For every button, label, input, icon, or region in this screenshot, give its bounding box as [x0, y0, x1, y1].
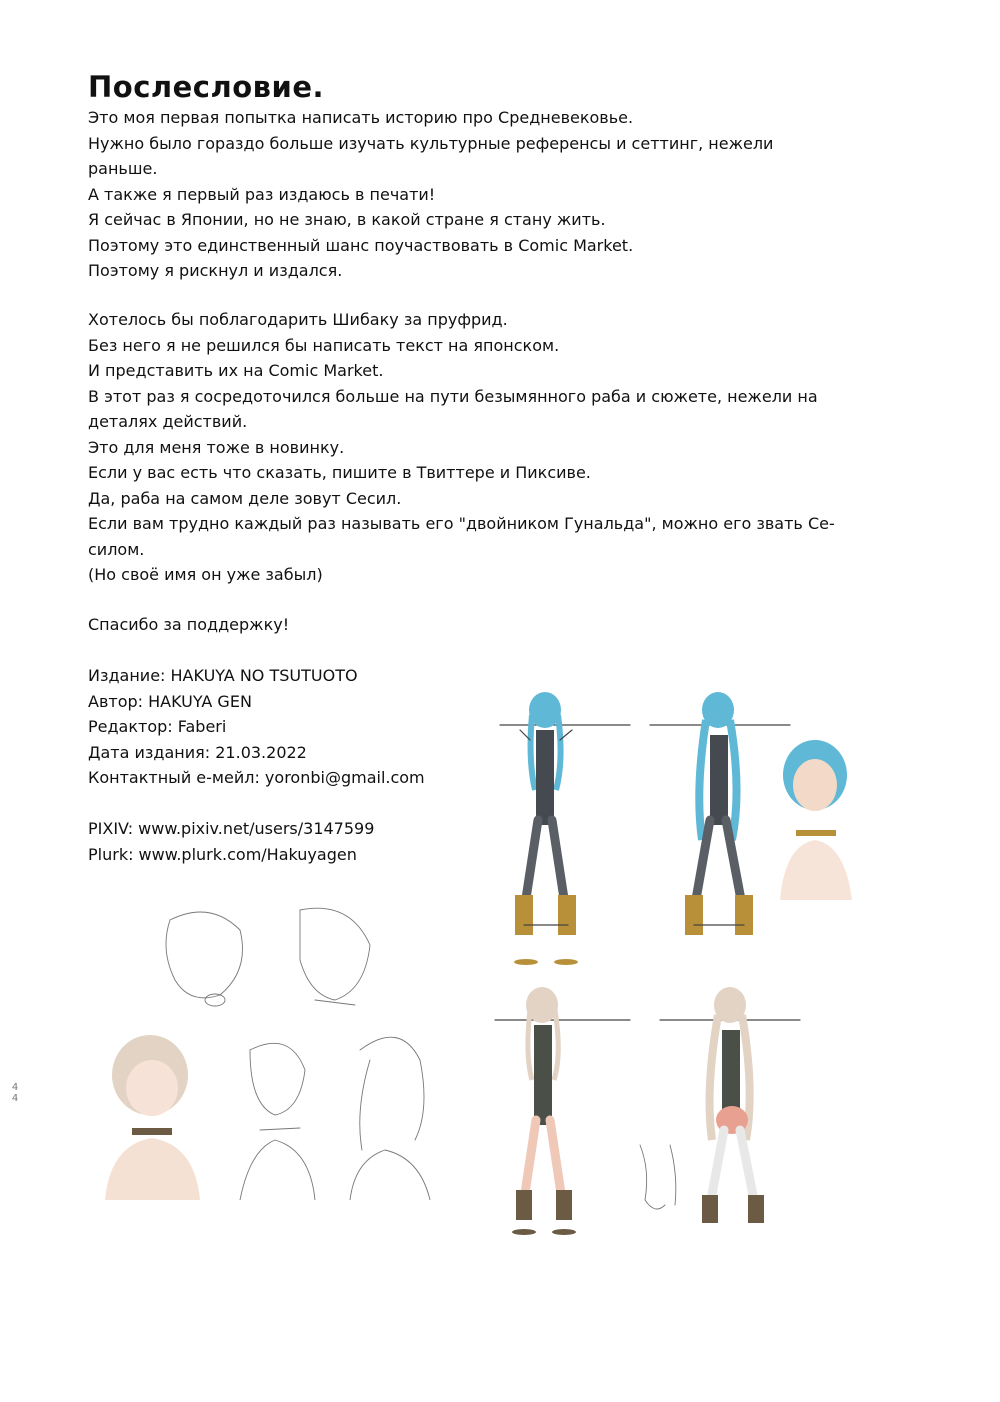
- credit-author: Автор: HAKUYA GEN: [88, 691, 252, 711]
- text-line: деталях действий.: [88, 412, 248, 431]
- credit-editor: Редактор: Faberi: [88, 717, 227, 736]
- credit-email: Контактный е-мейл: yoronbi@gmail.com: [88, 768, 425, 787]
- figure-front-blue: [500, 692, 630, 965]
- text-line: А также я первый раз издаюсь в печати!: [88, 184, 436, 204]
- portrait-blonde: [105, 1035, 200, 1200]
- text-line: (Но своё имя он уже забыл): [88, 565, 323, 584]
- text-line: Нужно было гораздо больше изучать культурные референсы и сеттинг, нежели: [88, 133, 774, 153]
- character-sheet-blonde-illustration: [480, 970, 860, 1240]
- text-line: Спасибо за поддержку!: [88, 615, 290, 634]
- page-title: Послесловие.: [88, 70, 325, 104]
- text-line: Это моя первая попытка написать историю про Средневековье.: [88, 108, 634, 127]
- pixiv-link[interactable]: PIXIV: www.pixiv.net/users/3147599: [88, 819, 375, 838]
- text-line: Если вам трудно каждый раз называть его "двойником Гунальда", можно его звать Се-: [88, 514, 835, 533]
- sketch-bust-back: [350, 1037, 430, 1200]
- figure-front-blonde: [495, 987, 630, 1235]
- sketch-head-side: [300, 908, 370, 1005]
- credit-publication: Издание: HAKUYA NO TSUTUOTO: [88, 666, 358, 685]
- credit-date: Дата издания: 21.03.2022: [88, 742, 307, 762]
- text-line: Поэтому это единственный шанс поучаствовать в Comic Market.: [88, 235, 634, 255]
- sketch-sheet-illustration: [100, 900, 470, 1200]
- text-line: силом.: [88, 539, 145, 559]
- text-line: Да, раба на самом деле зовут Сесил.: [88, 488, 402, 508]
- text-line: Я сейчас в Японии, но не знаю, в какой стране я стану жить.: [88, 210, 606, 229]
- figure-back-blue: [650, 692, 790, 935]
- text-line: И представить их на Comic Market.: [88, 361, 384, 380]
- text-line: раньше.: [88, 159, 158, 178]
- plurk-link[interactable]: Plurk: www.plurk.com/Hakuyagen: [88, 844, 357, 864]
- text-line: Если у вас есть что сказать, пишите в Твиттере и Пиксиве.: [88, 463, 591, 482]
- intro-paragraph: [88, 105, 888, 284]
- sketch-head-front: [166, 912, 243, 1006]
- text-line: Это для меня тоже в новинку.: [88, 437, 345, 457]
- page-number: 4 4: [11, 1082, 19, 1104]
- text-line: Поэтому я рискнул и издался.: [88, 261, 343, 280]
- support-line: [88, 612, 888, 638]
- thanks-paragraph: [88, 307, 888, 588]
- sketch-bust-side: [240, 1043, 315, 1200]
- text-line: Без него я не решился бы написать текст на японском.: [88, 335, 560, 355]
- character-sheet-blue-illustration: [480, 680, 860, 980]
- figure-back-blonde: [660, 987, 800, 1223]
- boots-sketch: [640, 1145, 676, 1209]
- text-line: Хотелось бы поблагодарить Шибаку за пруфрид.: [88, 310, 508, 329]
- text-line: В этот раз я сосредоточился больше на пути безымянного раба и сюжете, нежели на: [88, 386, 818, 406]
- portrait-blue: [780, 740, 852, 900]
